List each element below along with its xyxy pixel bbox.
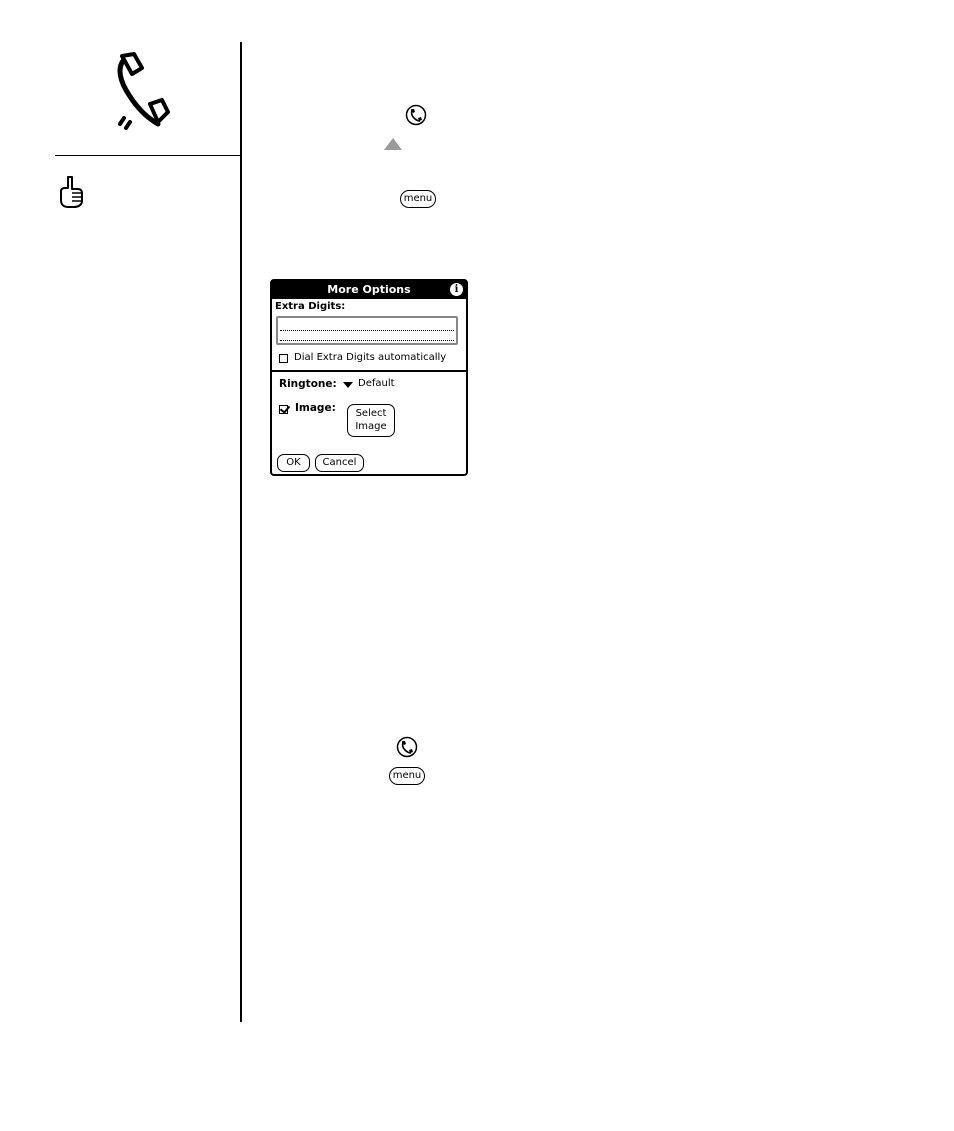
menu-button-icon[interactable]: menu: [389, 767, 425, 785]
menu-button-icon[interactable]: menu: [400, 190, 436, 208]
margin-divider-vertical: [240, 42, 242, 1022]
extra-digits-label: Extra Digits:: [275, 301, 346, 312]
select-image-label-line1: Select: [355, 408, 387, 419]
input-underline: [280, 340, 454, 341]
dial-extra-digits-label[interactable]: Dial Extra Digits automatically: [294, 352, 447, 363]
more-options-dialog: [270, 279, 468, 476]
margin-divider-horizontal: [55, 155, 241, 156]
cancel-button[interactable]: Cancel: [315, 454, 364, 472]
ringtone-select[interactable]: Default: [358, 378, 395, 389]
pointing-hand-icon: [58, 175, 84, 209]
dialog-separator: [272, 370, 466, 372]
extra-digits-input[interactable]: [276, 316, 458, 345]
triangle-up-icon[interactable]: [384, 138, 402, 150]
ok-button[interactable]: OK: [277, 454, 310, 472]
phone-button-icon[interactable]: [405, 104, 427, 126]
handset-icon: [112, 52, 172, 132]
info-icon[interactable]: i: [450, 283, 463, 296]
select-image-button[interactable]: [347, 404, 395, 437]
image-checkbox[interactable]: [279, 405, 288, 414]
select-image-label-line2: Image: [355, 421, 387, 432]
ringtone-label: Ringtone:: [279, 378, 337, 390]
dialog-title-bar: [272, 281, 466, 299]
phone-button-icon[interactable]: [396, 736, 418, 758]
dial-extra-digits-checkbox[interactable]: [279, 354, 288, 363]
ringtone-dropdown-icon[interactable]: [343, 382, 353, 388]
dialog-title: More Options: [327, 283, 411, 296]
image-label[interactable]: Image:: [295, 402, 336, 414]
input-underline: [280, 330, 454, 331]
